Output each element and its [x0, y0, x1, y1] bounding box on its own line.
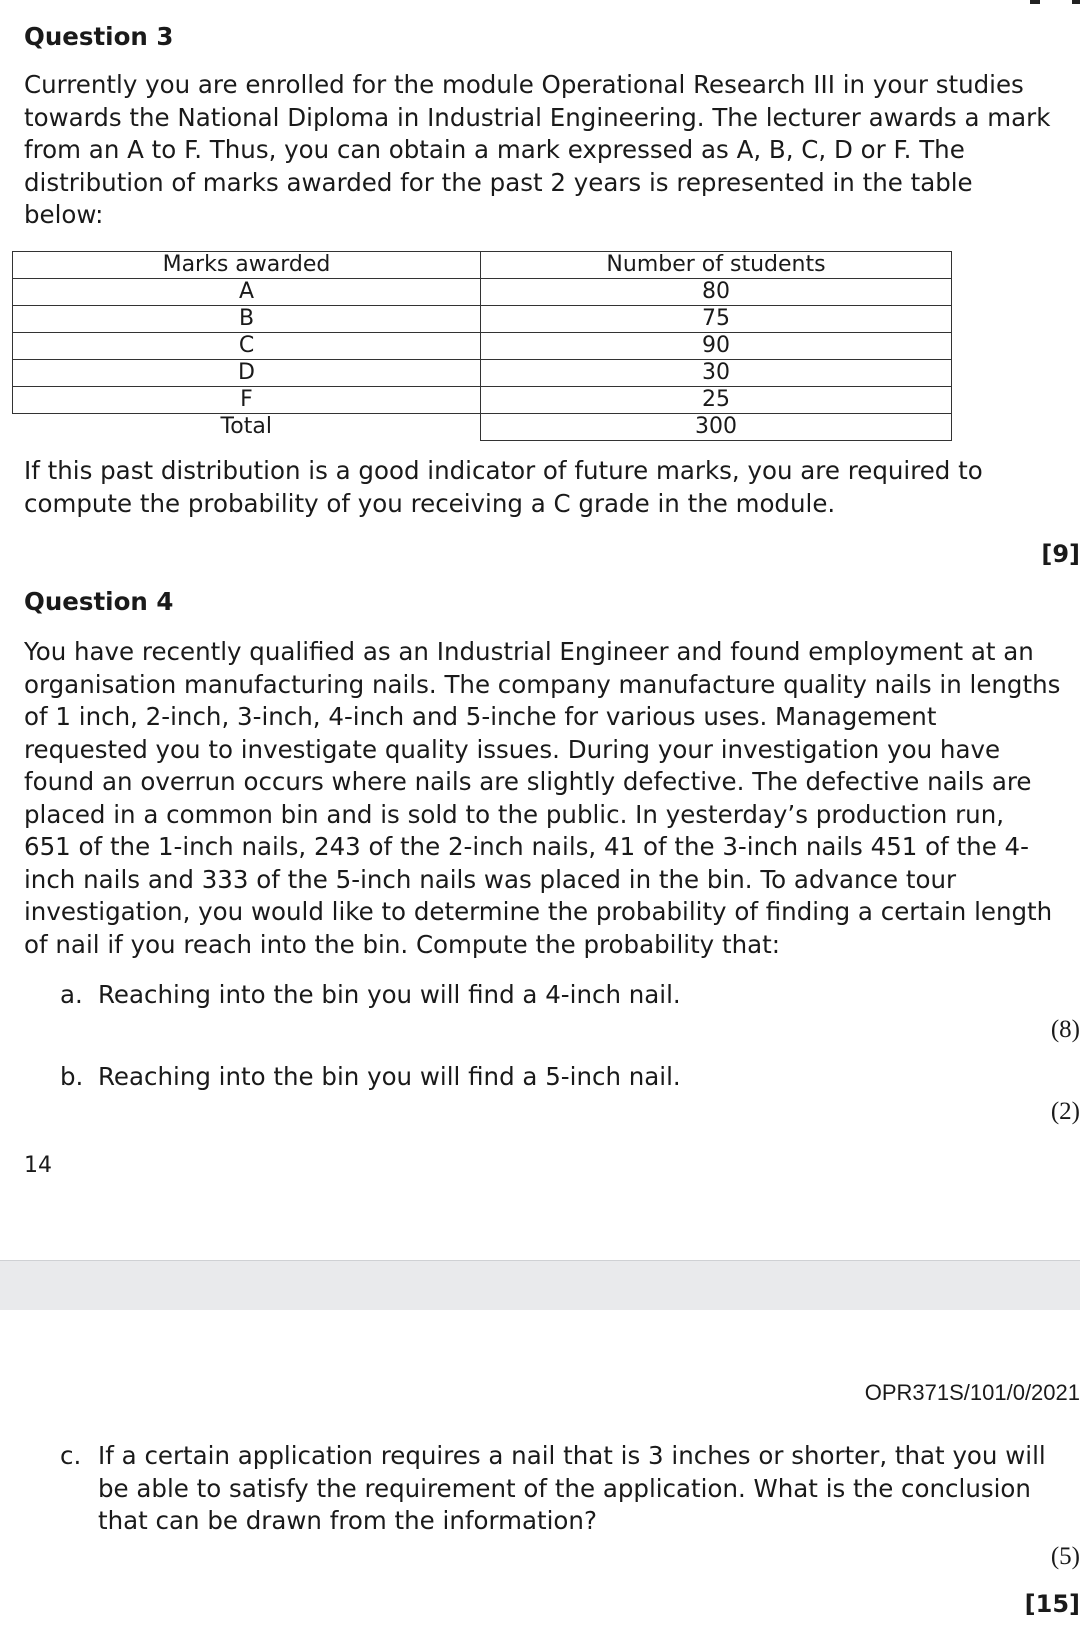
- total-label: Total: [13, 414, 481, 441]
- item-label: b.: [60, 1062, 84, 1091]
- question-3-intro: Currently you are enrolled for the module Operational Research III in your studies towards the National Diploma in Industrial Engineering. The lecturer awards a mark from an A to F. Thus, you can obtain a mark expressed as A, B, C, D or F. The distribution of marks awarded for the past 2 years is represented in the table below:: [24, 70, 1051, 229]
- count-cell: 25: [481, 387, 952, 414]
- question-4-total-mark: [15]: [1024, 1590, 1080, 1618]
- table-row: [13, 360, 952, 387]
- question-4c-mark: (5): [1050, 1543, 1080, 1570]
- table-total-row: [13, 414, 952, 441]
- column-header: Number of students: [481, 252, 952, 279]
- corner-mark: [1072, 0, 1080, 4]
- grade-cell: A: [13, 279, 481, 306]
- question-4a-mark: (8): [1050, 1016, 1080, 1043]
- question-4-intro: You have recently qualified as an Industrial Engineer and found employment at an organisation manufacturing nails. The company manufacture quality nails in lengths of 1 inch, 2-inch, 3-inch, 4-inch and 5-inche for various uses. Management requested you to investigate quality issues. During your investigation you have found an overrun occurs where nails are slightly defective. The defective nails are placed in a common bin and is sold to the public. In yesterday’s production run, 651 of the 1-inch nails, 243 of the 2-inch nails, 41 of the 3-inch nails 451 of the 4- inch nails and 333 of the 5-inch nails was placed in the bin. To advance tour investigation, you would like to determine the probability of finding a certain length of nail if you reach into the bin. Compute the probability that:: [24, 637, 1061, 959]
- item-text: Reaching into the bin you will find a 5-inch nail.: [98, 1062, 681, 1091]
- item-label: c.: [60, 1441, 82, 1470]
- item-label: a.: [60, 980, 83, 1009]
- page-break: [0, 1260, 1080, 1311]
- corner-mark: [1030, 0, 1040, 4]
- grade-cell: B: [13, 306, 481, 333]
- column-header: Marks awarded: [13, 252, 481, 279]
- count-cell: 80: [481, 279, 952, 306]
- item-text: Reaching into the bin you will find a 4-inch nail.: [98, 980, 681, 1009]
- grade-cell: D: [13, 360, 481, 387]
- table-row: [13, 306, 952, 333]
- question-3-followup: If this past distribution is a good indicator of future marks, you are required to compute the probability of you receiving a C grade in the module.: [24, 456, 983, 518]
- marks-distribution-table: [12, 251, 952, 441]
- grade-cell: C: [13, 333, 481, 360]
- question-4-heading: Question 4: [24, 587, 174, 616]
- table-row: [13, 387, 952, 414]
- question-4b-mark: (2): [1050, 1098, 1080, 1125]
- item-text: be able to satisfy the requirement of the application. What is the conclusion: [98, 1473, 1031, 1503]
- table-header-row: [13, 252, 952, 279]
- page-number: 14: [24, 1153, 52, 1178]
- table-row: [13, 279, 952, 306]
- table-row: [13, 333, 952, 360]
- question-4c: [60, 1440, 1046, 1538]
- total-value: 300: [481, 414, 952, 441]
- document-reference: OPR371S/101/0/2021: [864, 1380, 1080, 1405]
- question-3-heading: Question 3: [24, 22, 174, 51]
- question-4b: [60, 1061, 681, 1094]
- question-4a: [60, 979, 681, 1012]
- count-cell: 30: [481, 360, 952, 387]
- question-3-mark: [9]: [1041, 540, 1080, 568]
- count-cell: 75: [481, 306, 952, 333]
- item-text: If a certain application requires a nail that is 3 inches or shorter, that you will: [98, 1441, 1046, 1470]
- item-text: that can be drawn from the information?: [98, 1506, 597, 1535]
- count-cell: 90: [481, 333, 952, 360]
- grade-cell: F: [13, 387, 481, 414]
